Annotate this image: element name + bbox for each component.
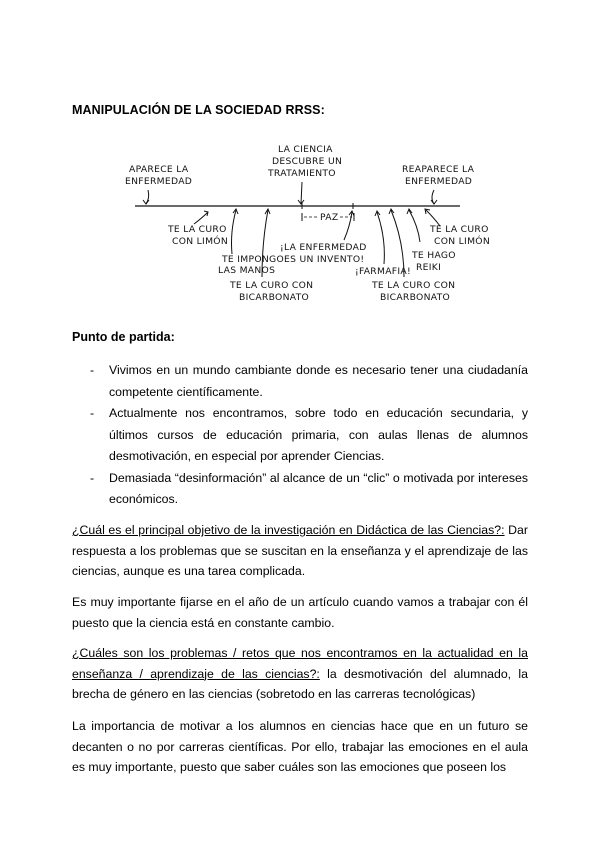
comic-label-invento-a: ¡LA ENFERMEDAD xyxy=(280,242,367,253)
list-item-text: Demasiada “desinformación” al alcance de un “clic” o motivada por intereses económicos. xyxy=(109,470,528,506)
answer-text: Dar respuesta a los problemas que se suscitan en la enseñanza y el aprendizaje de las ciencias, aunque es una tarea complicada. xyxy=(72,523,528,578)
comic-timeline-illustration xyxy=(112,142,492,307)
paragraph-objetivo xyxy=(72,520,528,582)
list-item-text: Actualmente nos encontramos, sobre todo en educación secundaria, y últimos cursos de educación primaria, con aulas llenas de alumnos desmotivación, en especial por aprender Ciencias. xyxy=(109,406,528,463)
comic-label-bicarbonato-1b: BICARBONATO xyxy=(239,292,310,303)
arrow-aparece-head xyxy=(143,200,149,204)
paragraph-motivacion: La importancia de motivar a los alumnos en ciencias hace que en un futuro se decanten o no por carreras científicas. Por ello, trabajar las emociones en el aula es muy importante, puesto que saber cuáles son las emociones que poseen los xyxy=(72,719,528,774)
bullet-dash: - xyxy=(90,406,95,420)
list-item xyxy=(72,468,528,511)
bullet-dash: - xyxy=(90,470,95,485)
comic-label-curo-limon-1a: TE LA CURO xyxy=(168,224,227,235)
comic-label-bicarbonato-2b: BICARBONATO xyxy=(380,292,451,303)
comic-label-reaparece-2: ENFERMEDAD xyxy=(405,176,473,187)
comic-label-impongo-a: TE IMPONGO xyxy=(222,254,284,265)
arrow-ciencia xyxy=(301,182,302,204)
comic-label-bicarbonato-1a: TE LA CURO CON xyxy=(230,280,314,291)
paz-label: PAZ xyxy=(320,212,339,223)
comic-label-ciencia-1: LA CIENCIA xyxy=(278,144,333,155)
comic-label-curo-limon-2a: TE LA CURO xyxy=(430,224,489,235)
comic-label-curo-limon-1b: CON LIMÓN xyxy=(172,236,228,247)
list-item-text: Vivimos en un mundo cambiante donde es necesario tener una ciudadanía competente científicamente. xyxy=(109,363,528,399)
comic-label-bicarbonato-2a: TE LA CURO CON xyxy=(372,280,456,291)
comic-label-impongo-b: LAS MANOS xyxy=(218,265,276,276)
question-text: ¿Cuáles son los problemas / retos que nos encontramos en la actualidad en la enseñanza / aprendizaje de las ciencias?: xyxy=(72,646,528,681)
comic-label-reaparece-1: REAPARECE LA xyxy=(402,164,475,175)
comic-label-aparece-1: APARECE LA xyxy=(129,164,189,175)
paragraph-anio-articulo: Es muy importante fijarse en el año de un artículo cuando vamos a trabajar con él puesto que la ciencia está en constante cambio. xyxy=(72,595,528,630)
question-text: ¿Cuál es el principal objetivo de la investigación en Didáctica de las Ciencias?: xyxy=(72,523,505,537)
list-item xyxy=(72,403,528,468)
page-title: MANIPULACIÓN DE LA SOCIEDAD RRSS: xyxy=(72,103,325,117)
bullet-list xyxy=(72,360,528,511)
arrow-invento xyxy=(344,212,352,240)
arrow-impongo xyxy=(232,210,237,254)
comic-label-ciencia-3: TRATAMIENTO xyxy=(268,168,336,179)
arrow-farmafia xyxy=(377,212,384,264)
arrow-curo-limon-1 xyxy=(194,212,208,224)
comic-label-farmafia: ¡FARMAFIA! xyxy=(355,266,411,277)
comic-label-curo-limon-2b: CON LIMÓN xyxy=(434,236,490,247)
section-subheading: Punto de partida: xyxy=(72,330,175,344)
answer-text: la desmotivación del alumnado, la brecha de género en las ciencias (sobretodo en las carreras tecnológicas) xyxy=(72,666,528,701)
bullet-dash: - xyxy=(90,363,95,377)
arrow-reaparece-head xyxy=(431,200,437,204)
arrow-reiki xyxy=(409,210,420,242)
paragraph-problemas xyxy=(72,643,528,705)
comic-label-ciencia-2: DESCUBRE UN xyxy=(272,156,343,167)
comic-label-invento-b: ES UN INVENTO! xyxy=(284,254,365,265)
list-item xyxy=(72,360,528,403)
comic-label-reiki-b: REIKI xyxy=(416,262,442,273)
comic-label-aparece-2: ENFERMEDAD xyxy=(125,176,193,187)
comic-label-reiki-a: TE HAGO xyxy=(412,250,456,261)
